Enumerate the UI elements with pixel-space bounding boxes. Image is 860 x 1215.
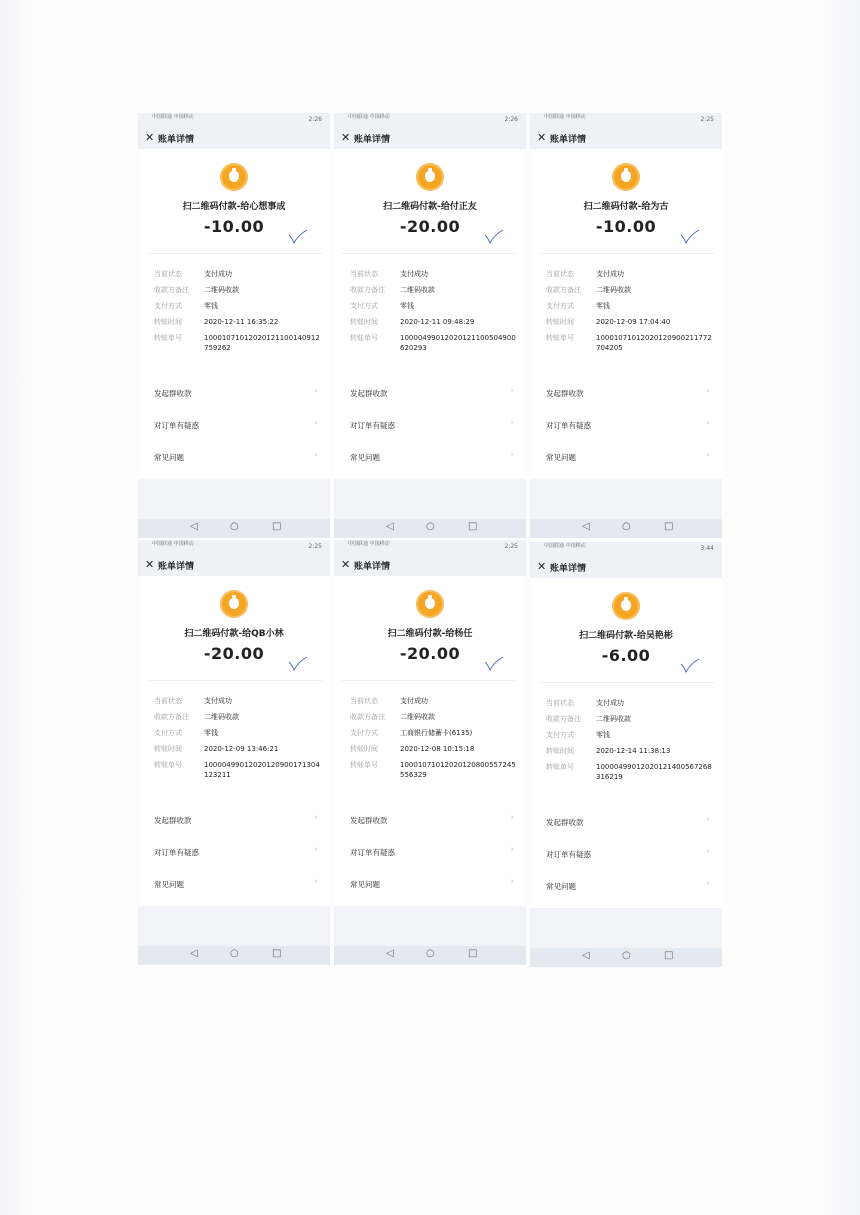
system-nav-bar	[334, 519, 526, 538]
detail-value: 支付成功	[204, 697, 232, 705]
divider	[342, 253, 518, 254]
chevron-right-icon: ›	[314, 877, 318, 887]
menu-item[interactable]	[138, 409, 330, 441]
recent-apps-icon[interactable]: □	[468, 948, 478, 959]
menu-item-label: 对订单有疑惑	[350, 848, 395, 857]
detail-list	[334, 696, 526, 786]
system-nav-bar	[530, 948, 722, 967]
page-title: 账单详情	[550, 135, 587, 145]
menu-item[interactable]	[530, 409, 722, 441]
page-title: 账单详情	[354, 562, 391, 572]
detail-key: 转账单号	[546, 763, 574, 771]
amount: -10.00	[203, 217, 265, 236]
detail-row	[530, 317, 722, 333]
detail-value: 10000499012020121100504900620293	[400, 334, 516, 352]
detail-key: 收款方备注	[350, 286, 385, 294]
carrier-label: 中国联通 中国移动	[544, 543, 586, 549]
money-bag-icon	[416, 163, 444, 191]
detail-key: 支付方式	[154, 302, 182, 310]
detail-key: 收款方备注	[546, 286, 581, 294]
detail-row	[530, 285, 722, 301]
handwritten-check-mark	[680, 658, 700, 674]
payee-title: 扫二维码付款-给付正友	[383, 202, 477, 212]
divider	[146, 680, 322, 681]
amount: -20.00	[399, 217, 461, 236]
close-icon[interactable]: ✕	[341, 131, 351, 144]
detail-row	[138, 317, 330, 333]
detail-list	[138, 269, 330, 359]
home-icon[interactable]: ○	[230, 521, 239, 532]
recent-apps-icon[interactable]: □	[272, 521, 282, 532]
chevron-right-icon: ›	[314, 386, 318, 396]
detail-row	[138, 712, 330, 728]
status-time: 2:26	[308, 116, 322, 123]
blank-area	[138, 906, 330, 946]
status-bar	[138, 113, 330, 127]
detail-row	[138, 744, 330, 760]
detail-value: 10001071012020120900211772704205	[596, 334, 712, 352]
menu-item[interactable]	[334, 804, 526, 836]
back-icon[interactable]: ◁	[190, 948, 198, 959]
carrier-label: 中国联通 中国移动	[348, 541, 390, 547]
detail-value: 2020-12-09 17:04:40	[596, 318, 671, 326]
chevron-right-icon: ›	[314, 450, 318, 460]
menu-item[interactable]	[138, 804, 330, 836]
detail-key: 支付方式	[350, 302, 378, 310]
detail-row	[334, 744, 526, 760]
receipt-content	[138, 576, 330, 906]
menu-item-label: 对订单有疑惑	[546, 850, 591, 859]
detail-value: 支付成功	[204, 270, 232, 278]
payee-title: 扫二维码付款-给为古	[583, 202, 669, 212]
page-title: 账单详情	[354, 135, 391, 145]
menu-item[interactable]	[334, 441, 526, 473]
detail-value: 10001071012020121100140912759262	[204, 334, 320, 352]
carrier-label: 中国联通 中国移动	[152, 114, 194, 120]
chevron-right-icon: ›	[510, 845, 514, 855]
receipt-content	[334, 576, 526, 906]
payee-title: 扫二维码付款-给杨任	[387, 629, 473, 639]
detail-value: 零钱	[596, 302, 610, 310]
action-menu	[138, 804, 330, 900]
detail-row	[334, 285, 526, 301]
detail-list	[334, 269, 526, 359]
close-icon[interactable]: ✕	[537, 131, 547, 144]
status-bar	[334, 540, 526, 554]
detail-key: 收款方备注	[546, 715, 581, 723]
chevron-right-icon: ›	[314, 813, 318, 823]
detail-value: 2020-12-09 13:46:21	[204, 745, 279, 753]
detail-value: 零钱	[400, 302, 414, 310]
back-icon[interactable]: ◁	[190, 521, 198, 532]
detail-value: 10001071012020120800557245556329	[400, 761, 516, 779]
status-bar	[334, 113, 526, 127]
receipt-content	[334, 149, 526, 479]
title-bar	[530, 127, 722, 149]
divider	[538, 682, 714, 683]
menu-item-label: 发起群收款	[154, 389, 192, 398]
menu-item-label: 发起群收款	[546, 818, 584, 827]
detail-key: 当前状态	[350, 270, 378, 278]
blank-area	[530, 479, 722, 519]
blank-area	[334, 906, 526, 946]
back-icon[interactable]: ◁	[582, 950, 590, 961]
title-bar	[138, 127, 330, 149]
close-icon[interactable]: ✕	[341, 558, 351, 571]
home-icon[interactable]: ○	[230, 948, 239, 959]
detail-value: 2020-12-14 11:38:13	[596, 747, 671, 755]
detail-value: 二维码收款	[400, 713, 435, 721]
detail-row	[138, 696, 330, 712]
money-bag-icon	[612, 163, 640, 191]
system-nav-bar	[138, 519, 330, 538]
title-bar	[530, 556, 722, 578]
detail-row	[138, 285, 330, 301]
recent-apps-icon[interactable]: □	[272, 948, 282, 959]
menu-item-label: 常见问题	[546, 453, 576, 462]
page-title: 账单详情	[158, 562, 195, 572]
detail-value: 二维码收款	[596, 286, 631, 294]
detail-list	[138, 696, 330, 786]
detail-row	[334, 728, 526, 744]
money-bag-icon	[612, 592, 640, 620]
receipt-content	[530, 578, 722, 908]
recent-apps-icon[interactable]: □	[664, 521, 674, 532]
detail-key: 转账时间	[350, 745, 378, 753]
status-time: 2:25	[504, 543, 518, 550]
blank-area	[138, 479, 330, 519]
menu-item-label: 常见问题	[154, 880, 184, 889]
detail-key: 转账时间	[154, 745, 182, 753]
menu-item-label: 常见问题	[154, 453, 184, 462]
chevron-right-icon: ›	[510, 418, 514, 428]
detail-key: 转账时间	[350, 318, 378, 326]
chevron-right-icon: ›	[510, 450, 514, 460]
detail-key: 收款方备注	[350, 713, 385, 721]
back-icon[interactable]: ◁	[386, 948, 394, 959]
chevron-right-icon: ›	[706, 879, 710, 889]
detail-value: 10000499012020120900171304123211	[204, 761, 320, 779]
detail-row	[334, 317, 526, 333]
chevron-right-icon: ›	[510, 386, 514, 396]
detail-key: 当前状态	[154, 270, 182, 278]
close-icon[interactable]: ✕	[145, 131, 155, 144]
status-bar	[530, 542, 722, 556]
carrier-label: 中国联通 中国移动	[348, 114, 390, 120]
chevron-right-icon: ›	[510, 877, 514, 887]
handwritten-check-mark	[680, 229, 700, 245]
status-bar	[138, 540, 330, 554]
detail-row	[334, 712, 526, 728]
close-icon[interactable]: ✕	[537, 560, 547, 573]
detail-row	[138, 760, 330, 786]
divider	[146, 253, 322, 254]
detail-value: 二维码收款	[596, 715, 631, 723]
payee-title: 扫二维码付款-给QB小林	[184, 629, 284, 639]
menu-item-label: 对订单有疑惑	[154, 421, 199, 430]
detail-key: 支付方式	[350, 729, 378, 737]
back-icon[interactable]: ◁	[582, 521, 590, 532]
detail-key: 当前状态	[546, 699, 574, 707]
detail-value: 工商银行储蓄卡(6135)	[400, 729, 473, 737]
menu-item[interactable]	[138, 868, 330, 900]
status-time: 3:44	[700, 545, 714, 552]
amount: -20.00	[203, 644, 265, 663]
system-nav-bar	[530, 519, 722, 538]
detail-row	[334, 760, 526, 786]
detail-value: 2020-12-11 16:35:22	[204, 318, 279, 326]
system-nav-bar	[334, 946, 526, 965]
blank-area	[530, 908, 722, 948]
receipt-screen	[530, 542, 722, 967]
menu-item[interactable]	[530, 838, 722, 870]
detail-row	[530, 269, 722, 285]
home-icon[interactable]: ○	[622, 950, 631, 961]
detail-row	[334, 696, 526, 712]
payee-title: 扫二维码付款-给吴艳彬	[579, 631, 673, 641]
detail-value: 零钱	[204, 302, 218, 310]
detail-key: 收款方备注	[154, 713, 189, 721]
menu-item[interactable]	[334, 836, 526, 868]
detail-value: 10000499012020121400567268316219	[596, 763, 712, 781]
detail-key: 转账时间	[546, 318, 574, 326]
detail-row	[530, 762, 722, 788]
handwritten-check-mark	[484, 656, 504, 672]
detail-row	[334, 333, 526, 359]
status-bar	[530, 113, 722, 127]
detail-value: 二维码收款	[204, 286, 239, 294]
detail-row	[530, 746, 722, 762]
action-menu	[334, 377, 526, 473]
status-time: 2:26	[504, 116, 518, 123]
title-bar	[334, 127, 526, 149]
menu-item-label: 常见问题	[350, 453, 380, 462]
menu-item[interactable]	[334, 377, 526, 409]
menu-item[interactable]	[138, 441, 330, 473]
home-icon[interactable]: ○	[426, 521, 435, 532]
detail-value: 支付成功	[400, 697, 428, 705]
receipt-screen	[138, 540, 330, 965]
detail-value: 支付成功	[400, 270, 428, 278]
detail-key: 支付方式	[546, 302, 574, 310]
detail-row	[334, 269, 526, 285]
menu-item-label: 发起群收款	[154, 816, 192, 825]
detail-row	[138, 301, 330, 317]
detail-row	[138, 728, 330, 744]
action-menu	[334, 804, 526, 900]
detail-row	[138, 269, 330, 285]
menu-item[interactable]	[530, 377, 722, 409]
receipt-screen	[138, 113, 330, 538]
divider	[342, 680, 518, 681]
blank-area	[334, 479, 526, 519]
menu-item-label: 发起群收款	[350, 816, 388, 825]
menu-item[interactable]	[530, 806, 722, 838]
detail-value: 2020-12-08 10:15:18	[400, 745, 475, 753]
detail-key: 转账时间	[154, 318, 182, 326]
payee-title: 扫二维码付款-给心想事成	[182, 202, 286, 212]
receipt-screen	[334, 113, 526, 538]
menu-item[interactable]	[530, 870, 722, 902]
menu-item-label: 发起群收款	[350, 389, 388, 398]
chevron-right-icon: ›	[706, 418, 710, 428]
title-bar	[334, 554, 526, 576]
handwritten-check-mark	[484, 229, 504, 245]
detail-row	[530, 698, 722, 714]
detail-key: 转账单号	[546, 334, 574, 342]
detail-value: 2020-12-11 09:48:29	[400, 318, 475, 326]
status-time: 2:25	[700, 116, 714, 123]
detail-value: 支付成功	[596, 270, 624, 278]
menu-item[interactable]	[334, 868, 526, 900]
receipt-content	[138, 149, 330, 479]
detail-key: 转账时间	[546, 747, 574, 755]
detail-value: 零钱	[204, 729, 218, 737]
detail-row	[334, 301, 526, 317]
menu-item[interactable]	[334, 409, 526, 441]
chevron-right-icon: ›	[314, 845, 318, 855]
detail-row	[138, 333, 330, 359]
detail-key: 当前状态	[350, 697, 378, 705]
menu-item-label: 常见问题	[546, 882, 576, 891]
detail-value: 二维码收款	[400, 286, 435, 294]
recent-apps-icon[interactable]: □	[468, 521, 478, 532]
detail-row	[530, 730, 722, 746]
detail-key: 当前状态	[546, 270, 574, 278]
money-bag-icon	[220, 590, 248, 618]
detail-value: 二维码收款	[204, 713, 239, 721]
chevron-right-icon: ›	[706, 386, 710, 396]
detail-key: 当前状态	[154, 697, 182, 705]
menu-item[interactable]	[530, 441, 722, 473]
home-icon[interactable]: ○	[426, 948, 435, 959]
detail-row	[530, 714, 722, 730]
receipt-content	[530, 149, 722, 479]
money-bag-icon	[220, 163, 248, 191]
page-title: 账单详情	[550, 564, 587, 574]
system-nav-bar	[138, 946, 330, 965]
handwritten-check-mark	[288, 656, 308, 672]
home-icon[interactable]: ○	[622, 521, 631, 532]
carrier-label: 中国联通 中国移动	[544, 114, 586, 120]
carrier-label: 中国联通 中国移动	[152, 541, 194, 547]
detail-key: 转账单号	[350, 761, 378, 769]
action-menu	[530, 806, 722, 902]
handwritten-check-mark	[288, 229, 308, 245]
receipt-screen	[334, 540, 526, 965]
menu-item[interactable]	[138, 836, 330, 868]
menu-item-label: 常见问题	[350, 880, 380, 889]
amount: -10.00	[595, 217, 657, 236]
detail-value: 支付成功	[596, 699, 624, 707]
menu-item[interactable]	[138, 377, 330, 409]
detail-list	[530, 269, 722, 359]
close-icon[interactable]: ✕	[145, 558, 155, 571]
back-icon[interactable]: ◁	[386, 521, 394, 532]
detail-key: 支付方式	[154, 729, 182, 737]
detail-key: 转账单号	[154, 334, 182, 342]
status-time: 2:25	[308, 543, 322, 550]
menu-item-label: 发起群收款	[546, 389, 584, 398]
menu-item-label: 对订单有疑惑	[154, 848, 199, 857]
amount: -20.00	[399, 644, 461, 663]
title-bar	[138, 554, 330, 576]
detail-row	[530, 301, 722, 317]
detail-row	[530, 333, 722, 359]
detail-key: 支付方式	[546, 731, 574, 739]
detail-key: 转账单号	[350, 334, 378, 342]
detail-value: 零钱	[596, 731, 610, 739]
receipt-screen	[530, 113, 722, 538]
divider	[538, 253, 714, 254]
amount: -6.00	[601, 646, 651, 665]
detail-key: 转账单号	[154, 761, 182, 769]
recent-apps-icon[interactable]: □	[664, 950, 674, 961]
chevron-right-icon: ›	[706, 815, 710, 825]
chevron-right-icon: ›	[706, 847, 710, 857]
detail-key: 收款方备注	[154, 286, 189, 294]
menu-item-label: 对订单有疑惑	[546, 421, 591, 430]
page-title: 账单详情	[158, 135, 195, 145]
action-menu	[138, 377, 330, 473]
money-bag-icon	[416, 590, 444, 618]
action-menu	[530, 377, 722, 473]
menu-item-label: 对订单有疑惑	[350, 421, 395, 430]
chevron-right-icon: ›	[510, 813, 514, 823]
detail-list	[530, 698, 722, 788]
chevron-right-icon: ›	[706, 450, 710, 460]
chevron-right-icon: ›	[314, 418, 318, 428]
